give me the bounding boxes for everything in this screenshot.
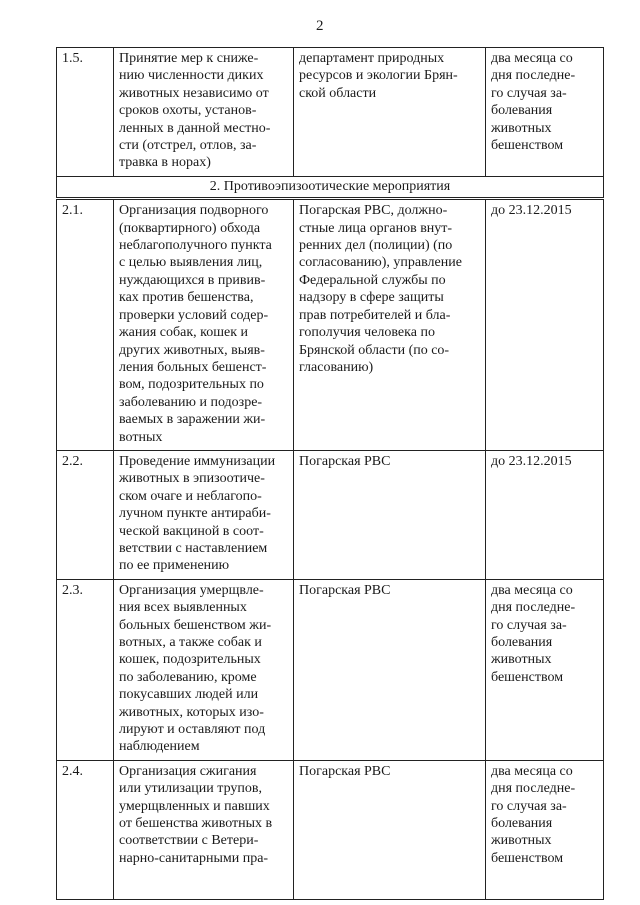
page-number: 2 <box>316 18 324 34</box>
deadline: до 23.12.2015 <box>486 450 604 579</box>
item-number: 2.1. <box>57 199 114 451</box>
responsible-party: департамент природных ресурсов и экологии Брян- ской области <box>294 48 486 177</box>
deadline: два месяца со дня последне- го случая за- болевания животных бешенством <box>486 579 604 760</box>
table-row <box>57 760 604 899</box>
responsible-party: Погарская РВС, должно- стные лица органов внут- ренних дел (полиции) (по согласованию), управление Федеральной службы по надзору в сфере защиты прав потребителей и бла- гополучия человека по Брянской области (по со- гласованию) <box>294 199 486 451</box>
deadline: до 23.12.2015 <box>486 199 604 451</box>
item-number: 1.5. <box>57 48 114 177</box>
item-number: 2.4. <box>57 760 114 899</box>
responsible-party: Погарская РВС <box>294 579 486 760</box>
measure-description: Организация умерщвле- ния всех выявленных больных бешенством жи- вотных, а также собак и кошек, подозрительных по заболеванию, кроме покусавших людей или животных, которых изо- лируют и оставляют под наблюдением <box>114 579 294 760</box>
deadline: два месяца со дня последне- го случая за- болевания животных бешенством <box>486 48 604 177</box>
table-row <box>57 450 604 579</box>
item-number: 2.3. <box>57 579 114 760</box>
measures-table <box>56 47 604 900</box>
item-number: 2.2. <box>57 450 114 579</box>
responsible-party: Погарская РВС <box>294 760 486 899</box>
measure-description: Проведение иммунизации животных в эпизоотиче- ском очаге и неблагопо- лучном пункте антираби- ческой вакциной в соот- ветствии с наставлением по ее применению <box>114 450 294 579</box>
deadline: два месяца со дня последне- го случая за- болевания животных бешенством <box>486 760 604 899</box>
table-row <box>57 579 604 760</box>
section-title: 2. Противоэпизоотические мероприятия <box>57 176 604 198</box>
table-row <box>57 48 604 177</box>
measure-description: Организация сжигания или утилизации трупов, умерщвленных и павших от бешенства животных в соответствии с Ветери- нарно-санитарными пра- <box>114 760 294 899</box>
responsible-party: Погарская РВС <box>294 450 486 579</box>
table-row <box>57 199 604 451</box>
section-heading-row <box>57 176 604 198</box>
measure-description: Принятие мер к сниже- нию численности диких животных независимо от сроков охоты, установ- ленных в данной местно- сти (отстрел, отлов, за- травка в норах) <box>114 48 294 177</box>
measure-description: Организация подворного (поквартирного) обхода неблагополучного пункта с целью выявления лиц, нуждающихся в привив- ках против бешенства, проверки условий содер- жания собак, кошек и других животных, выяв- ления больных бешенст- вом, подозрительных по заболеванию и подозре- ваемых в заражении жи- вотных <box>114 199 294 451</box>
